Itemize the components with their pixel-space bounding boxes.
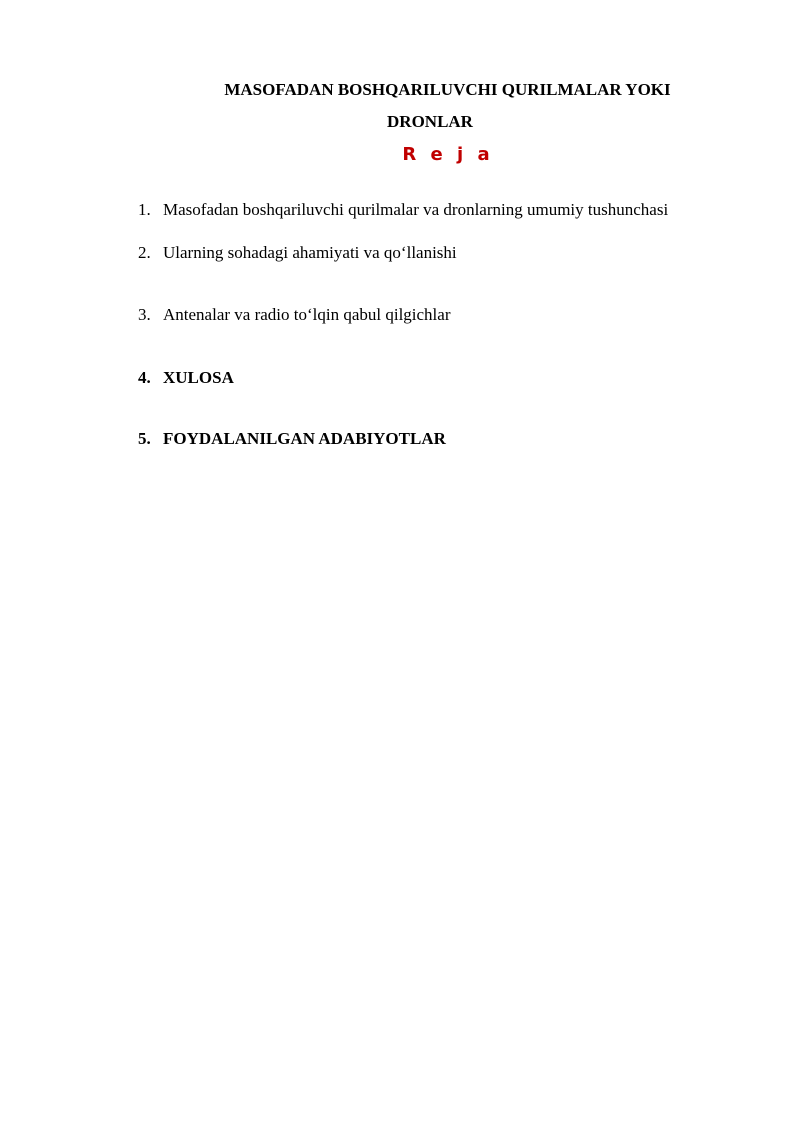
plan-item-2 xyxy=(138,242,788,264)
title-line-1: MASOFADAN BOSHQARILUVCHI QURILMALAR YOKI xyxy=(224,80,671,99)
plan-item-text: Masofadan boshqariluvchi qurilmalar va dronlarning umumiy tushunchasi xyxy=(163,200,669,219)
plan-item-number: 3. xyxy=(138,305,151,324)
title-line-2: DRONLAR xyxy=(387,112,473,131)
document-title xyxy=(0,74,800,138)
plan-heading: R e j a xyxy=(402,144,494,165)
plan-item-number: 1. xyxy=(138,200,151,219)
plan-item-text: FOYDALANILGAN ADABIYOTLAR xyxy=(163,429,446,448)
plan-item-text: XULOSA xyxy=(163,368,234,387)
plan-item-number: 4. xyxy=(138,368,151,387)
plan-item-number: 5. xyxy=(138,429,151,448)
plan-item-1 xyxy=(138,199,788,221)
plan-item-text: Ularning sohadagi ahamiyati va qo‘llanishi xyxy=(163,243,457,262)
plan-item-3 xyxy=(138,304,788,326)
plan-item-number: 2. xyxy=(138,243,151,262)
plan-item-5 xyxy=(138,428,788,450)
plan-item-text: Antenalar va radio to‘lqin qabul qilgichlar xyxy=(163,305,451,324)
plan-item-4 xyxy=(138,367,788,389)
